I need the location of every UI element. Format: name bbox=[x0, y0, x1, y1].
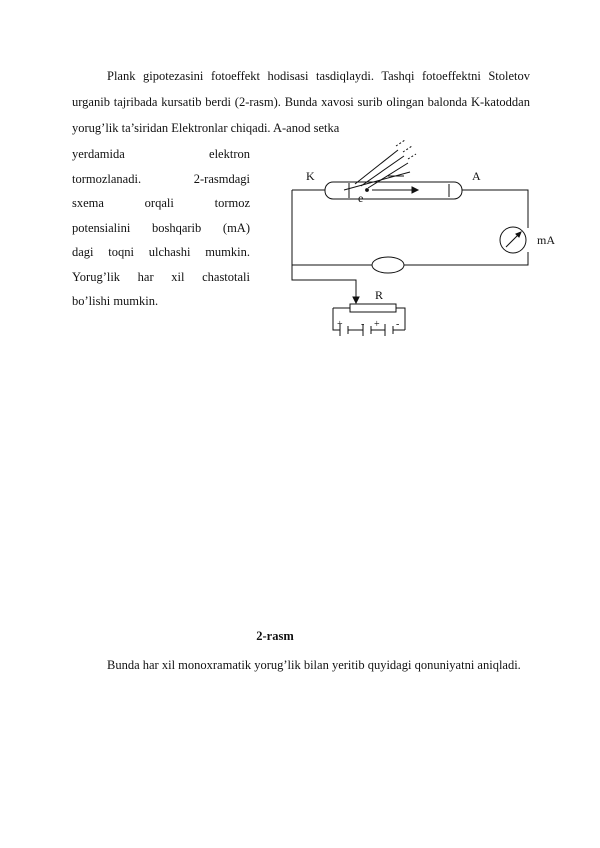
slider-arrow-head bbox=[353, 297, 359, 303]
battery-plus-sign: + bbox=[337, 319, 343, 330]
lamp-element bbox=[372, 257, 404, 273]
light-ray bbox=[408, 154, 416, 159]
wire-top-right bbox=[462, 190, 528, 228]
light-ray bbox=[361, 156, 404, 186]
side-line: bo’lishi mumkin. bbox=[72, 294, 159, 308]
light-ray bbox=[355, 150, 398, 184]
resistor bbox=[350, 304, 396, 312]
electron-arrow-head bbox=[412, 187, 418, 193]
battery-plus-sign: + bbox=[374, 319, 380, 330]
milliammeter-label: mA bbox=[537, 233, 555, 247]
side-line: yerdamida elektron bbox=[72, 147, 250, 161]
side-line: tormozlanadi. 2-rasmdagi bbox=[72, 171, 250, 186]
side-text bbox=[72, 142, 250, 314]
light-ray bbox=[368, 163, 408, 188]
milliammeter-icon bbox=[500, 227, 526, 253]
meter-needle bbox=[506, 234, 519, 247]
battery-minus-sign: - bbox=[396, 319, 400, 330]
light-ray bbox=[344, 172, 410, 190]
resistor-label: R bbox=[375, 288, 384, 302]
side-line: Yorug’lik har xil chastotali bbox=[72, 269, 250, 284]
meter-needle-head bbox=[516, 232, 521, 237]
battery-minus-sign: - bbox=[361, 319, 365, 330]
side-line: dagi toqni ulchashi mumkin. bbox=[72, 245, 250, 259]
figure-caption: 2-rasm bbox=[256, 629, 294, 643]
paragraph-intro: Plank gipotezasini fotoeffekt hodisasi tasdiqlaydi. Tashqi fotoeffektni Stoletov urganib tajribada kursatib berdi (2-rasm). Bunda xavosi surib olingan balonda K-katoddan yorug’lik ta’siridan Elektronlar chiqadi. A-anod setka bbox=[72, 69, 530, 135]
anode-label: A bbox=[472, 169, 481, 183]
paragraph-conclusion: Bunda har xil monoxramatik yorug’lik bilan yeritib quyidagi qonuniyatni aniqladi. bbox=[107, 658, 521, 672]
photo-tube bbox=[325, 182, 462, 199]
side-line: sxema orqali tormoz bbox=[72, 196, 250, 210]
wire-to-slider bbox=[292, 265, 356, 297]
side-line: potensialini boshqarib (mA) bbox=[72, 220, 250, 235]
electron-dot bbox=[366, 189, 369, 192]
wire-resistor bbox=[333, 308, 405, 330]
light-ray bbox=[403, 146, 412, 152]
electron-label: e bbox=[358, 191, 364, 205]
wire-battery bbox=[333, 308, 340, 330]
wire-right-lower bbox=[404, 252, 528, 265]
wire-left-top bbox=[292, 190, 372, 265]
cathode-label: K bbox=[306, 169, 315, 183]
